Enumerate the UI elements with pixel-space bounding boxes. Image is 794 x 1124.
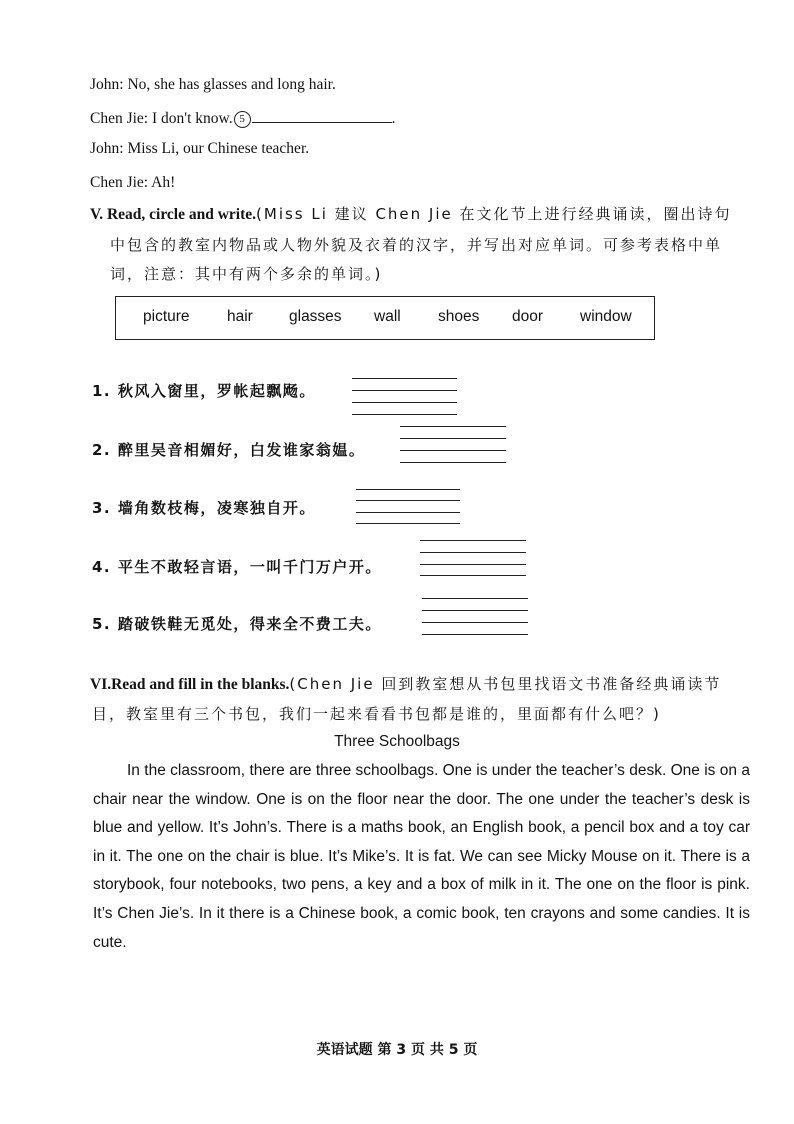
- word-bank-item: wall: [374, 308, 401, 325]
- poem-line-3: 3. 墙角数枝梅，凌寒独自开。: [92, 499, 316, 517]
- story-paragraph: In the classroom, there are three schoolbags. One is under the teacher’s desk. One is on a chair near the window. One is on the floor near the door. The one under the teacher’s desk is blue and yellow. It’s John’s. There is a maths book, an English book, a pencil box and a toy car in it. The one on the chair is blue. It’s Mike’s. It is fat. We can see Micky Mouse on it. There is a storybook, four notebooks, two pens, a key and a box of milk in it. The one on the floor is pink. It’s Chen Jie’s. In it there is a Chinese book, a comic book, ten crayons and some candies. It is cute.: [93, 762, 750, 951]
- dialogue-line-3: John: Miss Li, our Chinese teacher.: [90, 140, 310, 157]
- word-bank-item: picture: [143, 308, 190, 325]
- dialogue-line-4: Chen Jie: Ah!: [90, 174, 176, 191]
- section-5-instruction-3: 词，注意：其中有两个多余的单词。): [110, 265, 383, 283]
- dialogue-line-1: John: No, she has glasses and long hair.: [90, 76, 336, 93]
- word-bank-box: [115, 296, 655, 340]
- word-bank-item: glasses: [289, 308, 342, 325]
- story-title: Three Schoolbags: [334, 733, 460, 750]
- word-bank-item: window: [580, 308, 632, 325]
- section-6-heading: VI.Read and fill in the blanks.(Chen Jie 回到教室想从书包里找语文书准备经典诵读节: [90, 675, 722, 693]
- word-bank-item: door: [512, 308, 544, 325]
- poem-line-5: 5. 踏破铁鞋无觅处，得来全不费工夫。: [92, 615, 382, 633]
- word-bank-item: shoes: [438, 308, 480, 325]
- page-footer: 英语试题 第 3 页 共 5 页: [316, 1042, 478, 1058]
- answer-blank[interactable]: [252, 107, 392, 123]
- question-number-circle: 5: [234, 111, 251, 128]
- section-6-instruction-2: 目，教室里有三个书包，我们一起来看看书包都是谁的，里面都有什么吧？): [92, 705, 661, 723]
- section-5-heading: V. Read, circle and write.(Miss Li 建议 Chen Jie 在文化节上进行经典诵读，圈出诗句: [90, 205, 732, 223]
- dialogue-line-2: Chen Jie: I don't know. 5 .: [90, 107, 395, 128]
- section-5-instruction-2: 中包含的教室内物品或人物外貌及衣着的汉字，并写出对应单词。可参考表格中单: [110, 236, 723, 254]
- word-bank-item: hair: [227, 308, 253, 325]
- poem-line-4: 4. 平生不敢轻言语，一叫千门万户开。: [92, 558, 382, 576]
- poem-line-1: 1. 秋风入窗里，罗帐起飘飏。: [92, 382, 316, 400]
- poem-line-2: 2. 醉里吴音相媚好，白发谁家翁媪。: [92, 441, 366, 459]
